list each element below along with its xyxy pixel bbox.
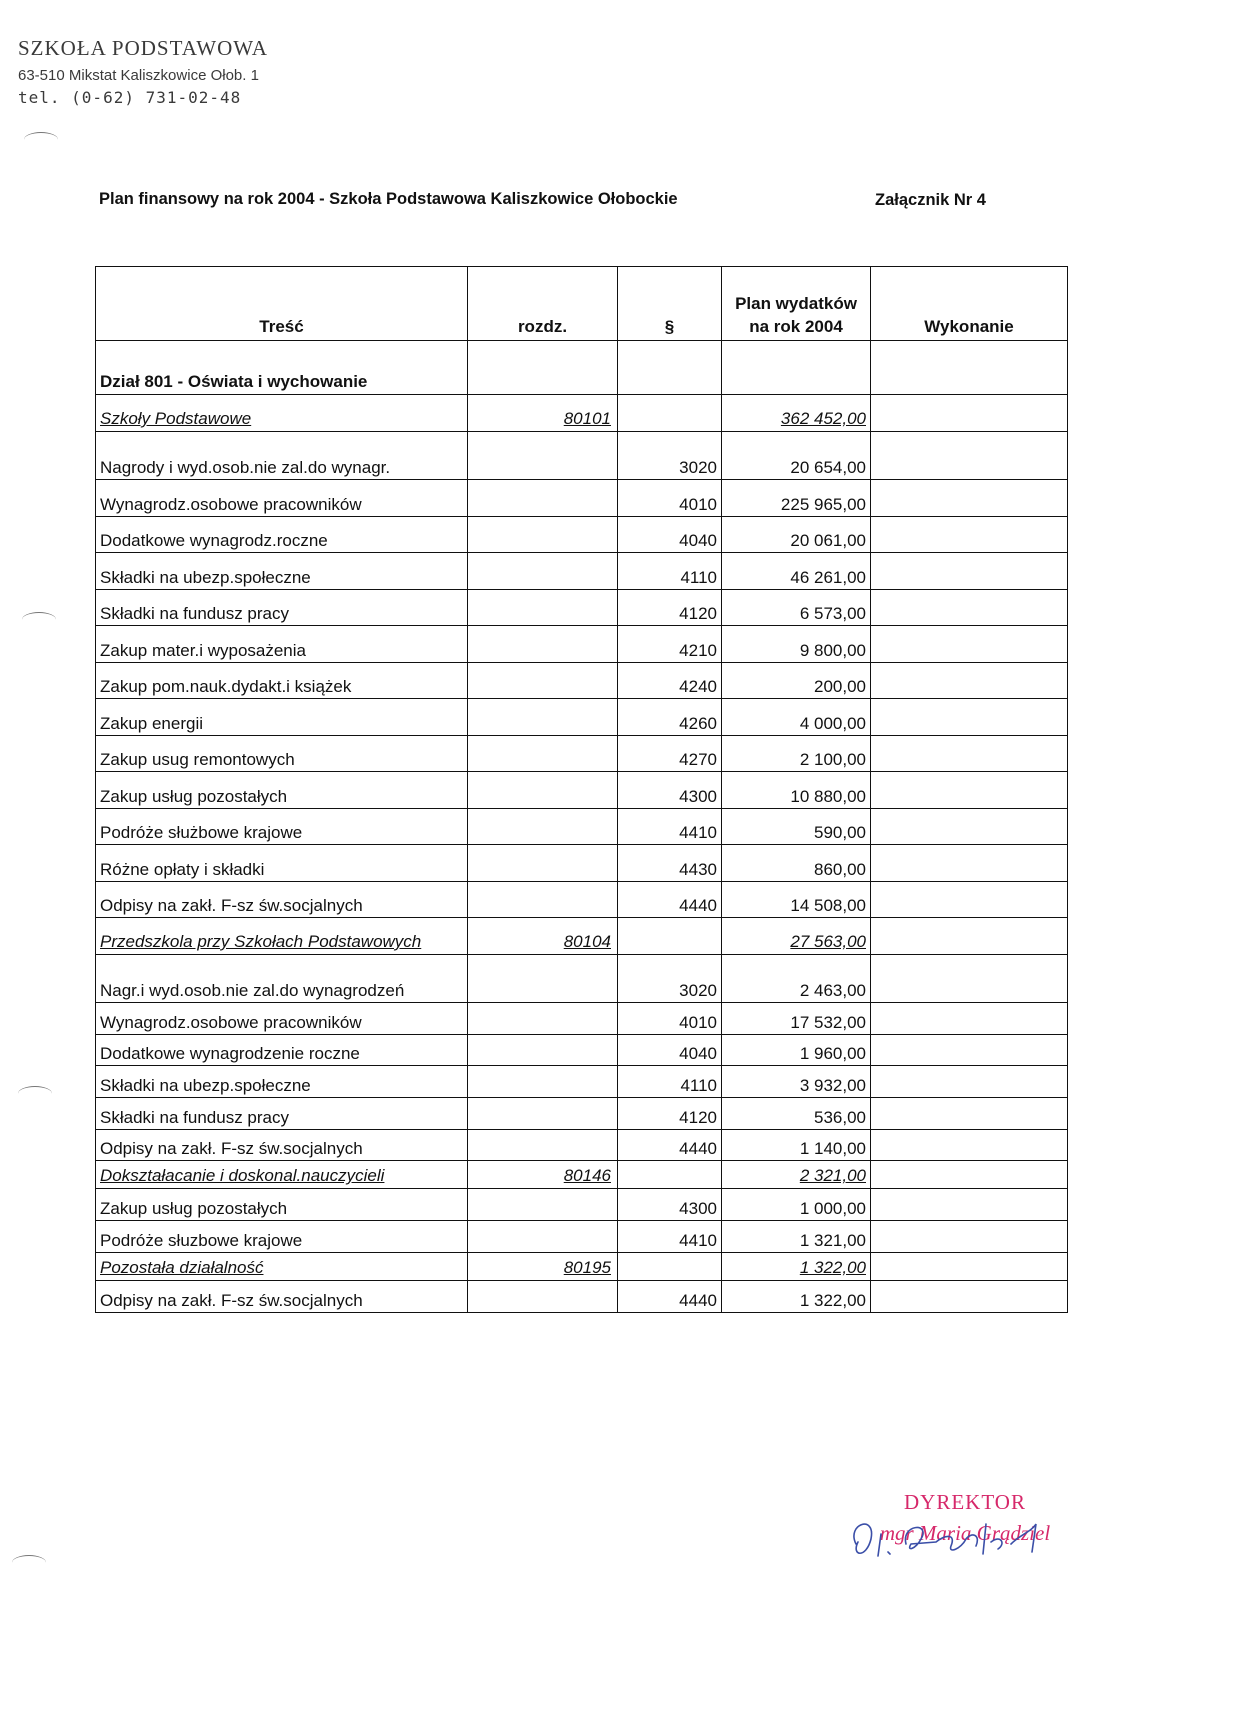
cell-wykonanie	[871, 1189, 1068, 1221]
cell-plan-amount: 20 654,00	[722, 432, 871, 480]
cell-wykonanie	[871, 955, 1068, 1003]
cell-tresc: Zakup pom.nauk.dydakt.i książek	[96, 662, 468, 699]
cell-rozdz: 80195	[468, 1252, 618, 1280]
cell-rozdz	[468, 516, 618, 553]
subsection-row	[96, 1252, 1068, 1280]
cell-wykonanie	[871, 699, 1068, 736]
cell-paragraph: 4410	[618, 1221, 722, 1253]
cell-paragraph: 4110	[618, 1066, 722, 1098]
cell-wykonanie	[871, 808, 1068, 845]
cell-paragraph	[618, 1161, 722, 1189]
signature-name: mgr Maria Grądziel	[879, 1521, 1051, 1545]
cell-plan-amount: 1 321,00	[722, 1221, 871, 1253]
cell-plan-amount: 362 452,00	[722, 395, 871, 432]
cell-tresc: Zakup mater.i wyposażenia	[96, 626, 468, 663]
cell-tresc: Odpisy na zakł. F-sz św.socjalnych	[96, 881, 468, 918]
table-row	[96, 881, 1068, 918]
cell-wykonanie	[871, 1129, 1068, 1161]
cell-wykonanie	[871, 1098, 1068, 1130]
cell-plan-amount: 225 965,00	[722, 480, 871, 517]
cell-rozdz	[468, 480, 618, 517]
cell-plan-amount: 9 800,00	[722, 626, 871, 663]
table-row	[96, 1280, 1068, 1312]
cell-paragraph: 4010	[618, 480, 722, 517]
table-row	[96, 432, 1068, 480]
cell-plan-amount: 1 322,00	[722, 1280, 871, 1312]
table-row	[96, 808, 1068, 845]
cell-tresc: Nagrody i wyd.osob.nie zal.do wynagr.	[96, 432, 468, 480]
cell-tresc: Różne opłaty i składki	[96, 845, 468, 882]
cell-tresc: Dokształacanie i doskonal.nauczycieli	[96, 1161, 468, 1189]
cell-paragraph: 4260	[618, 699, 722, 736]
cell-rozdz	[468, 626, 618, 663]
subsection-row	[96, 1161, 1068, 1189]
table-row	[96, 553, 1068, 590]
cell-rozdz	[468, 955, 618, 1003]
cell-plan-amount: 2 463,00	[722, 955, 871, 1003]
table-row	[96, 626, 1068, 663]
signature-role: DYREKTOR	[904, 1490, 1026, 1514]
cell-plan-amount	[722, 341, 871, 395]
annex-number: Załącznik Nr 4	[875, 191, 986, 209]
cell-tresc: Dodatkowe wynagrodz.roczne	[96, 516, 468, 553]
cell-paragraph	[618, 341, 722, 395]
school-stamp	[18, 36, 268, 107]
cell-tresc: Zakup usług pozostałych	[96, 772, 468, 809]
cell-paragraph: 4430	[618, 845, 722, 882]
cell-paragraph: 4270	[618, 735, 722, 772]
cell-wykonanie	[871, 1280, 1068, 1312]
table-row	[96, 1034, 1068, 1066]
cell-paragraph: 3020	[618, 432, 722, 480]
cell-tresc: Zakup energii	[96, 699, 468, 736]
cell-plan-amount: 27 563,00	[722, 918, 871, 955]
cell-wykonanie	[871, 1161, 1068, 1189]
cell-wykonanie	[871, 553, 1068, 590]
cell-plan-amount: 6 573,00	[722, 589, 871, 626]
table-row	[96, 699, 1068, 736]
cell-tresc: Dodatkowe wynagrodzenie roczne	[96, 1034, 468, 1066]
cell-tresc: Przedszkola przy Szkołach Podstawowych	[96, 918, 468, 955]
cell-paragraph: 4040	[618, 1034, 722, 1066]
table-row	[96, 662, 1068, 699]
header-rozdz: rozdz.	[468, 267, 618, 341]
cell-wykonanie	[871, 1003, 1068, 1035]
cell-wykonanie	[871, 341, 1068, 395]
cell-paragraph: 4440	[618, 881, 722, 918]
cell-wykonanie	[871, 881, 1068, 918]
cell-tresc: Wynagrodz.osobowe pracowników	[96, 480, 468, 517]
cell-wykonanie	[871, 772, 1068, 809]
cell-rozdz: 80146	[468, 1161, 618, 1189]
cell-paragraph	[618, 1252, 722, 1280]
cell-plan-amount: 2 321,00	[722, 1161, 871, 1189]
stamp-address: 63-510 Mikstat Kaliszkowice Ołob. 1	[18, 67, 259, 84]
scan-mark	[24, 132, 58, 147]
cell-wykonanie	[871, 395, 1068, 432]
cell-plan-amount: 4 000,00	[722, 699, 871, 736]
cell-rozdz	[468, 699, 618, 736]
cell-paragraph: 4300	[618, 1189, 722, 1221]
cell-plan-amount: 536,00	[722, 1098, 871, 1130]
header-plan	[722, 267, 871, 341]
cell-plan-amount: 20 061,00	[722, 516, 871, 553]
cell-rozdz	[468, 1003, 618, 1035]
cell-tresc: Pozostała działalność	[96, 1252, 468, 1280]
cell-rozdz	[468, 1221, 618, 1253]
scan-mark	[12, 1555, 46, 1570]
cell-paragraph: 4110	[618, 553, 722, 590]
cell-rozdz	[468, 1066, 618, 1098]
cell-plan-amount: 1 000,00	[722, 1189, 871, 1221]
cell-rozdz	[468, 735, 618, 772]
cell-rozdz	[468, 662, 618, 699]
table-row	[96, 955, 1068, 1003]
cell-wykonanie	[871, 589, 1068, 626]
cell-wykonanie	[871, 1221, 1068, 1253]
cell-plan-amount: 590,00	[722, 808, 871, 845]
table-row	[96, 1189, 1068, 1221]
cell-tresc: Dział 801 - Oświata i wychowanie	[96, 341, 468, 395]
cell-paragraph: 4240	[618, 662, 722, 699]
header-tresc: Treść	[96, 267, 468, 341]
cell-paragraph: 4210	[618, 626, 722, 663]
cell-tresc: Składki na ubezp.społeczne	[96, 553, 468, 590]
cell-plan-amount: 46 261,00	[722, 553, 871, 590]
table-row	[96, 735, 1068, 772]
cell-rozdz	[468, 1280, 618, 1312]
cell-plan-amount: 10 880,00	[722, 772, 871, 809]
cell-wykonanie	[871, 626, 1068, 663]
cell-wykonanie	[871, 1066, 1068, 1098]
cell-plan-amount: 860,00	[722, 845, 871, 882]
scan-mark	[22, 612, 56, 627]
cell-paragraph: 4040	[618, 516, 722, 553]
cell-rozdz: 80101	[468, 395, 618, 432]
subsection-row	[96, 395, 1068, 432]
cell-tresc: Składki na ubezp.społeczne	[96, 1066, 468, 1098]
cell-wykonanie	[871, 735, 1068, 772]
cell-plan-amount: 14 508,00	[722, 881, 871, 918]
cell-paragraph: 4300	[618, 772, 722, 809]
cell-paragraph: 4010	[618, 1003, 722, 1035]
header-wykonanie: Wykonanie	[871, 267, 1068, 341]
cell-wykonanie	[871, 845, 1068, 882]
stamp-phone: tel. (0-62) 731-02-48	[18, 88, 242, 107]
header-plan-line2: na rok 2004	[749, 317, 843, 336]
cell-paragraph: 4120	[618, 589, 722, 626]
cell-wykonanie	[871, 432, 1068, 480]
cell-rozdz	[468, 1034, 618, 1066]
cell-plan-amount: 2 100,00	[722, 735, 871, 772]
cell-rozdz	[468, 341, 618, 395]
cell-paragraph: 4440	[618, 1129, 722, 1161]
cell-wykonanie	[871, 662, 1068, 699]
cell-plan-amount: 1 960,00	[722, 1034, 871, 1066]
cell-rozdz	[468, 845, 618, 882]
cell-rozdz	[468, 1098, 618, 1130]
table-row	[96, 1098, 1068, 1130]
cell-rozdz	[468, 772, 618, 809]
table-row	[96, 589, 1068, 626]
cell-paragraph: 4410	[618, 808, 722, 845]
cell-rozdz	[468, 432, 618, 480]
cell-tresc: Składki na fundusz pracy	[96, 1098, 468, 1130]
table-row	[96, 1221, 1068, 1253]
subsection-row	[96, 918, 1068, 955]
cell-paragraph: 3020	[618, 955, 722, 1003]
stamp-school-name: SZKOŁA PODSTAWOWA	[18, 36, 268, 60]
cell-tresc: Podróże słuzbowe krajowe	[96, 1221, 468, 1253]
cell-rozdz	[468, 553, 618, 590]
cell-tresc: Odpisy na zakł. F-sz św.socjalnych	[96, 1280, 468, 1312]
document-title: Plan finansowy na rok 2004 - Szkoła Podstawowa Kaliszkowice Ołobockie	[99, 190, 678, 208]
cell-wykonanie	[871, 480, 1068, 517]
cell-rozdz	[468, 881, 618, 918]
cell-tresc: Podróże służbowe krajowe	[96, 808, 468, 845]
cell-rozdz	[468, 1189, 618, 1221]
cell-tresc: Szkoły Podstawowe	[96, 395, 468, 432]
table-row	[96, 516, 1068, 553]
table-row	[96, 845, 1068, 882]
cell-plan-amount: 1 140,00	[722, 1129, 871, 1161]
cell-plan-amount: 17 532,00	[722, 1003, 871, 1035]
cell-wykonanie	[871, 1252, 1068, 1280]
cell-plan-amount: 3 932,00	[722, 1066, 871, 1098]
cell-paragraph: 4440	[618, 1280, 722, 1312]
cell-paragraph	[618, 395, 722, 432]
cell-wykonanie	[871, 1034, 1068, 1066]
cell-rozdz	[468, 1129, 618, 1161]
header-plan-line1: Plan wydatków	[735, 294, 857, 313]
cell-rozdz: 80104	[468, 918, 618, 955]
cell-paragraph	[618, 918, 722, 955]
cell-plan-amount: 200,00	[722, 662, 871, 699]
director-signature	[850, 1490, 1080, 1546]
cell-tresc: Zakup usug remontowych	[96, 735, 468, 772]
scan-mark	[18, 1086, 52, 1101]
table-row	[96, 772, 1068, 809]
table-row	[96, 1066, 1068, 1098]
cell-tresc: Nagr.i wyd.osob.nie zal.do wynagrodzeń	[96, 955, 468, 1003]
cell-paragraph: 4120	[618, 1098, 722, 1130]
cell-rozdz	[468, 808, 618, 845]
table-header-row	[96, 267, 1068, 341]
section-row	[96, 341, 1068, 395]
cell-rozdz	[468, 589, 618, 626]
cell-tresc: Odpisy na zakł. F-sz św.socjalnych	[96, 1129, 468, 1161]
cell-wykonanie	[871, 516, 1068, 553]
header-paragraph: §	[618, 267, 722, 341]
cell-tresc: Wynagrodz.osobowe pracowników	[96, 1003, 468, 1035]
cell-plan-amount: 1 322,00	[722, 1252, 871, 1280]
table-row	[96, 1003, 1068, 1035]
table-row	[96, 480, 1068, 517]
cell-wykonanie	[871, 918, 1068, 955]
cell-tresc: Zakup usług pozostałych	[96, 1189, 468, 1221]
financial-plan-table	[95, 266, 1068, 1313]
table-row	[96, 1129, 1068, 1161]
handwritten-signature-icon	[836, 1504, 1096, 1574]
cell-tresc: Składki na fundusz pracy	[96, 589, 468, 626]
